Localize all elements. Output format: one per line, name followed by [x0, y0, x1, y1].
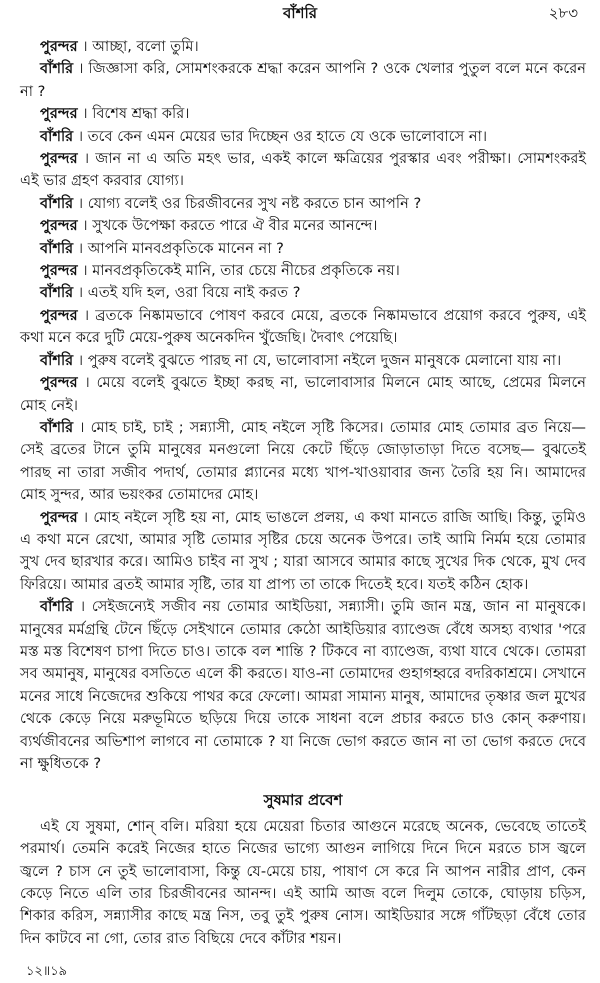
dialogue-line	[20, 36, 586, 58]
running-title: বাঁশরি	[282, 4, 318, 22]
speaker-separator: ।	[77, 239, 84, 257]
speaker-name: পুরন্দর	[40, 508, 78, 526]
speaker-separator: ।	[82, 262, 88, 280]
speaker-separator: ।	[79, 418, 85, 436]
speaker-name: বাঁশরি	[40, 60, 74, 78]
dialogue-text: পুরুষ বলেই বুঝতে পারছ না যে, ভালোবাসা নইলে দুজন মানুষকে মেলানো যায় না।	[87, 351, 562, 369]
dialogue-text: আপনি মানবপ্রকৃতিকে মানেন না ?	[87, 239, 284, 257]
page-number: ২৮৩	[548, 4, 578, 22]
dialogue-text: মোহ চাই, চাই ; সন্ন্যাসী, মোহ নইলে সৃষ্টি কিসের। তোমার মোহ তোমার ব্রত নিয়ে— সেই ব্রতের টানে তুমি মানুষের মনগুলো নিয়ে কেটে ছিঁড়ে জোড়াতাড়া দিতে বসেছ— বুঝতেই পারছ না তারা সজীব পদার্থ, তোমার প্ল্যানের মধ্যে খাপ-খাওয়াবার জন্য তৈরি হয় নি। আমাদের মোহ সুন্দর, আর ভয়ংকর তোমাদের মোহ।	[20, 418, 587, 504]
speaker-separator: ।	[82, 508, 89, 526]
speaker-separator: ।	[79, 598, 86, 616]
dialogue-text: তবে কেন এমন মেয়ের ভার দিচ্ছেন ওর হাতে যে ওকে ভালোবাসে না।	[87, 127, 488, 145]
dialogue-line	[20, 417, 586, 507]
speaker-name: বাঁশরি	[40, 418, 74, 436]
dialogue-line	[20, 126, 586, 148]
speaker-name: বাঁশরি	[40, 194, 74, 212]
dialogue-text: সুখকে উপেক্ষা করতে পারে ঐ বীর মনের আনন্দে।	[92, 217, 378, 235]
dialogue-line	[20, 103, 586, 125]
speaker-separator: ।	[83, 306, 90, 324]
speaker-separator: ।	[78, 60, 84, 78]
signature-mark: ১২॥১৯	[26, 964, 68, 979]
speaker-name: বাঁশরি	[40, 351, 74, 369]
dialogue-text: মোহ নইলে সৃষ্টি হয় না, মোহ ভাঙলে প্রলয়, এ কথা মানতে রাজি আছি। কিন্তু, তুমিও এ কথা মনে রেখো, আমার সৃষ্টি তোমার সৃষ্টির চেয়ে অনেক উপরে। তাই আমি নির্মম হয়ে তোমার সুখ দেব ছারখার করে। আমিও চাইব না সুখ ; যারা আসবে আমার কাছে সুখের দিক থেকে, মুখ দেব ফিরিয়ে। আমার ব্রতই আমার সৃষ্টি, তার যা প্রাপ্য তা তাকে দিতেই হবে। যতই কঠিন হোক।	[20, 508, 587, 593]
dialogue-line	[20, 305, 586, 350]
dialogue-text: জিজ্ঞাসা করি, সোমশংকরকে শ্রদ্ধা করেন আপনি ? ওকে খেলার পুতুল বলে মনে করেন না ?	[20, 60, 586, 100]
dialogue-line	[20, 260, 586, 282]
dialogue-text: আচ্ছা, বলো তুমি।	[92, 38, 199, 55]
dialogue-line	[20, 282, 586, 304]
speaker-name: বাঁশরি	[40, 598, 74, 616]
dialogue-text: যোগ্য বলেই ওর চিরজীবনের সুখ নষ্ট করতে চান আপনি ?	[87, 194, 422, 212]
dialogue-text: মেয়ে বলেই বুঝতে ইচ্ছা করছ না, ভালোবাসার মিলনে মোহ আছে, প্রেমের মিলনে মোহ নেই।	[20, 374, 587, 414]
dialogue-text: ব্রতকে নিষ্কামভাবে পোষণ করবে মেয়ে, ব্রতকে নিষ্কামভাবে প্রয়োগ করবে পুরুষ, এই কথা মনে করে দুটি মেয়ে-পুরুষ অনেকদিন খুঁজেছি। দৈবাৎ পেয়েছি।	[20, 306, 586, 347]
speaker-name: পুরন্দর	[40, 217, 78, 235]
dialogue-line	[20, 215, 586, 237]
dialogue-line	[20, 58, 586, 103]
dialogue-line	[20, 350, 586, 372]
speaker-separator: ।	[77, 194, 84, 212]
speaker-name: বাঁশরি	[40, 284, 74, 302]
dialogue	[20, 36, 586, 775]
speaker-separator: ।	[77, 284, 84, 302]
speaker-separator: ।	[83, 150, 90, 168]
speaker-name: পুরন্দর	[40, 38, 78, 55]
speaker-separator: ।	[82, 38, 88, 55]
dialogue-line	[20, 372, 586, 417]
speaker-name: বাঁশরি	[40, 239, 74, 257]
dialogue-line	[20, 507, 586, 597]
dialogue-text: এতই যদি হল, ওরা বিয়ে নাই করত ?	[87, 284, 301, 302]
speaker-name: পুরন্দর	[40, 374, 78, 392]
speaker-name: বাঁশরি	[40, 127, 74, 145]
dialogue-line	[20, 238, 586, 260]
dialogue-text: বিশেষ শ্রদ্ধা করি।	[92, 105, 190, 123]
section-heading: সুষমার প্রবেশ	[263, 791, 343, 810]
dialogue-line	[20, 193, 586, 215]
section-paragraph: এই যে সুষমা, শোন্ বলি। মরিয়া হয়ে মেয়েরা চিতার আগুনে মরেছে অনেক, ভেবেছে তাতেই পরমার্থ। তেমনি করেই নিজের হাতে নিজের ভাগ্যে আগুন লাগিয়ে দিনে দিনে মরতে চাস জ্বলে জ্বলে ? চাস নে তুই ভালোবাসা, কিন্তু যে-মেয়ে চায়, পাষাণ সে করে নি আপন নারীর প্রাণ, কেন কেড়ে নিতে এলি তার চিরজীবনের আনন্দ। এই আমি আজ বলে দিলুম তোকে, ঘোড়ায় চড়িস, শিকার করিস, সন্ন্যাসীর কাছে মন্ত্র নিস, তবু তুই পুরুষ নোস। আইডিয়ার সঙ্গে গাঁটছড়া বেঁধে তোর দিন কাটবে না গো, তোর রাত বিছিয়ে দেবে কাঁটার শয়ন।	[20, 817, 586, 947]
dialogue-text: জান না এ অতি মহৎ ভার, একই কালে ক্ষত্রিয়ের পুরস্কার এবং পরীক্ষা। সোমশংকরই এই ভার গ্রহণ করবার যোগ্য।	[20, 150, 586, 190]
speaker-name: পুরন্দর	[40, 105, 78, 123]
dialogue-text: সেইজন্যেই সজীব নয় তোমার আইডিয়া, সন্ন্যাসী। তুমি জান মন্ত্র, জান না মানুষকে। মানুষের মর্মগ্রন্থি টেনে ছিঁড়ে সেইখানে তোমার কেঠো আইডিয়ার ব্যাণ্ডেজ বেঁধে অসহ্য ব্যথার 'পরে মস্ত মস্ত বিশেষণ চাপা দিতে চাও। তাকে বল শান্তি ? টিকবে না ব্যাণ্ডেজ, ব্যথা যাবে থেকে। তোমরা সব অমানুষ, মানুষের বসতিতে এলে কী করতে। যাও-না তোমাদের গুহাগহ্বরে বদরিকাশ্রমে। সেখানে মনের সাধে নিজেদের শুকিয়ে পাথর করে ফেলো। আমরা সামান্য মানুষ, আমাদের তৃষ্ণার জল মুখের থেকে কেড়ে নিয়ে মরুভূমিতে ছড়িয়ে দিয়ে তাকে সাধনা বলে প্রচার করতে চাও কোন্ করুণায়। ব্যর্থজীবনের অভিশাপ লাগবে না তোমাকে ? যা নিজে ভোগ করতে জান না তা ভোগ করতে দেবে না ক্ষুধিতকে ?	[20, 598, 586, 772]
dialogue-line	[20, 596, 586, 775]
speaker-separator: ।	[82, 217, 88, 235]
speaker-separator: ।	[82, 105, 88, 123]
dialogue-text: মানবপ্রকৃতিকেই মানি, তার চেয়ে নীচের প্রকৃতিকে নয়।	[92, 262, 400, 280]
speaker-separator: ।	[77, 351, 84, 369]
speaker-name: পুরন্দর	[40, 262, 78, 280]
speaker-separator: ।	[84, 374, 90, 392]
page-body	[20, 36, 586, 950]
speaker-separator: ।	[77, 127, 84, 145]
speaker-name: পুরন্দর	[40, 150, 78, 168]
dialogue-line	[20, 148, 586, 193]
speaker-name: পুরন্দর	[40, 306, 78, 324]
